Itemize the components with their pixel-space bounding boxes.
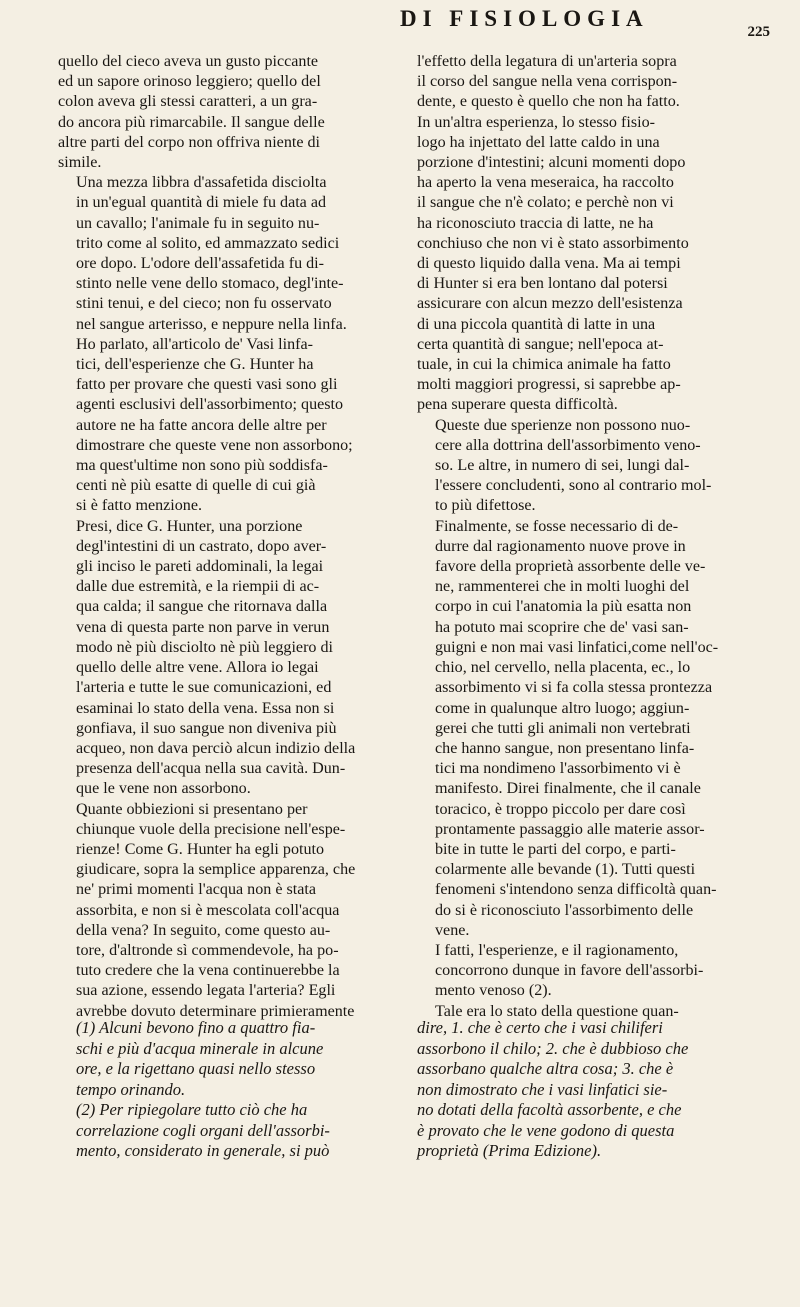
text-line: acqueo, non dava perciò alcun indizio della bbox=[76, 739, 356, 757]
running-head: DI FISIOLOGIA bbox=[400, 6, 649, 31]
text-line: simile. bbox=[58, 154, 102, 172]
text-line: cere alla dottrina dell'assorbimento veno- bbox=[435, 436, 701, 454]
text-line: sua azione, essendo legata l'arteria? Egli bbox=[76, 982, 336, 1000]
text-line: qua calda; il sangue che ritornava dalla bbox=[76, 598, 328, 616]
text-line: gli inciso le pareti addominali, la legai bbox=[76, 558, 324, 576]
text-line: ne, rammenterei che in molti luoghi del bbox=[435, 578, 690, 596]
right-column bbox=[417, 52, 779, 1022]
text-line: ha potuto mai scoprire che de' vasi san- bbox=[435, 618, 689, 636]
text-line: mento venoso (2). bbox=[435, 982, 552, 1000]
text-line: logo ha injettato del latte caldo in una bbox=[417, 133, 660, 151]
text-line: ore dopo. L'odore dell'assafetida fu di- bbox=[76, 255, 325, 273]
text-line: guigni e non mai vasi linfatici,come nell'oc- bbox=[435, 638, 719, 656]
text-line: Una mezza libbra d'assafetida disciolta bbox=[76, 174, 327, 192]
text-line: porzione d'intestini; alcuni momenti dopo bbox=[417, 154, 686, 172]
paragraph bbox=[417, 52, 779, 416]
text-line: favore della proprietà assorbente delle ve- bbox=[435, 558, 706, 576]
text-line: bite in tutte le parti del corpo, e parti- bbox=[435, 840, 676, 858]
left-column bbox=[58, 52, 398, 1022]
text-line: l'effetto della legatura di un'arteria sopra bbox=[417, 53, 677, 70]
text-line: to più difettose. bbox=[435, 497, 536, 515]
text-line: concorrono dunque in favore dell'assorbi- bbox=[435, 962, 704, 980]
text-line: tore, d'altronde sì commendevole, ha po- bbox=[76, 941, 339, 959]
text-line: dire, 1. che è certo che i vasi chiliferi bbox=[417, 1018, 663, 1037]
text-line: molti maggiori progressi, si saprebbe ap- bbox=[417, 376, 681, 394]
paragraph bbox=[58, 800, 398, 1022]
text-line: autore ne ha fatte ancora delle altre per bbox=[76, 416, 327, 434]
text-line: mento, considerato in generale, si può bbox=[76, 1141, 330, 1160]
text-line: il corso del sangue nella vena corrispon- bbox=[417, 73, 678, 91]
text-line: correlazione cogli organi dell'assorbi- bbox=[76, 1120, 330, 1140]
text-line: dalle due estremità, e la riempii di ac- bbox=[76, 578, 320, 596]
text-line: altre parti del corpo non offriva niente di bbox=[58, 133, 321, 151]
text-line: tici, dell'esperienze che G. Hunter ha bbox=[76, 356, 314, 374]
text-line: in un'egual quantità di miele fu data ad bbox=[76, 194, 327, 212]
text-line: toracico, è troppo piccolo per dare così bbox=[435, 800, 686, 818]
text-line: manifesto. Direi finalmente, che il canale bbox=[435, 780, 701, 798]
text-line: si è fatto menzione. bbox=[76, 497, 203, 515]
text-line: no dotati della facoltà assorbente, e che bbox=[417, 1100, 682, 1119]
text-line: certa quantità di sangue; nell'epoca at- bbox=[417, 335, 664, 353]
text-line: vena di questa parte non parve in verun bbox=[76, 618, 330, 636]
paragraph bbox=[58, 173, 398, 335]
text-line: ha aperto la vena meseraica, ha raccolto bbox=[417, 174, 674, 192]
text-line: In un'altra esperienza, lo stesso fisio- bbox=[417, 113, 655, 131]
text-line: è provato che le vene godono di questa bbox=[417, 1120, 675, 1140]
text-line: tempo orinando. bbox=[76, 1079, 186, 1099]
paragraph bbox=[58, 517, 398, 800]
text-line: tici ma nondimeno l'assorbimento vi è bbox=[435, 760, 681, 778]
text-line: chiunque vuole della precisione nell'espe- bbox=[76, 820, 346, 838]
text-line: rienze! Come G. Hunter ha egli potuto bbox=[76, 840, 325, 858]
text-line: Queste due sperienze non possono nuo- bbox=[435, 416, 691, 434]
paragraph bbox=[58, 1018, 398, 1100]
text-line: (2) Per ripiegolare tutto ciò che ha bbox=[76, 1100, 308, 1119]
text-line: fenomeni s'intendono senza difficoltà quan- bbox=[435, 881, 717, 899]
text-line: che hanno sangue, non presentano linfa- bbox=[435, 739, 695, 757]
text-line: come in qualunque altro luogo; aggiun- bbox=[435, 699, 690, 717]
text-line: colarmente alle bevande (1). Tutti questi bbox=[435, 861, 696, 879]
text-line: gerei che tutti gli animali non vertebrati bbox=[435, 719, 691, 737]
text-line: trito come al solito, ed ammazzato sedici bbox=[76, 234, 340, 252]
text-line: ha riconosciuto traccia di latte, ne ha bbox=[417, 214, 654, 232]
text-line: Ho parlato, all'articolo de' Vasi linfa- bbox=[76, 335, 313, 353]
text-line: do si è riconosciuto l'assorbimento delle bbox=[435, 901, 694, 919]
page-header bbox=[60, 6, 770, 46]
paragraph bbox=[58, 52, 398, 173]
text-line: un cavallo; l'animale fu in seguito nu- bbox=[76, 214, 320, 232]
text-line: di Hunter si era ben lontano dal potersi bbox=[417, 275, 668, 293]
text-line: dente, e questo è quello che non ha fatto. bbox=[417, 93, 680, 111]
text-line: esaminai lo stato della vena. Essa non si bbox=[76, 699, 335, 717]
paragraph bbox=[417, 416, 779, 517]
text-line: degl'intestini di un castrato, dopo aver- bbox=[76, 537, 327, 555]
text-line: Tale era lo stato della questione quan- bbox=[435, 1002, 679, 1020]
text-line: assorbono il chilo; 2. che è dubbioso che bbox=[417, 1038, 689, 1058]
text-line: fatto per provare che questi vasi sono gli bbox=[76, 376, 338, 394]
text-line: modo nè più disciolto nè più leggiero di bbox=[76, 638, 334, 656]
text-line: di una piccola quantità di latte in una bbox=[417, 315, 656, 333]
text-line: I fatti, l'esperienze, e il ragionamento, bbox=[435, 941, 679, 959]
text-line: di questo liquido dalla vena. Ma ai tempi bbox=[417, 255, 681, 273]
text-line: ore, e la rigettano quasi nello stesso bbox=[76, 1059, 316, 1078]
text-line: conchiuso che non vi è stato assorbimento bbox=[417, 234, 689, 252]
footnotes-right bbox=[417, 1018, 779, 1162]
text-line: chio, nel cervello, nella placenta, ec., lo bbox=[435, 659, 691, 677]
text-line: non dimostrato che i vasi linfatici sie- bbox=[417, 1079, 668, 1099]
text-line: colon aveva gli stessi caratteri, a un gra- bbox=[58, 93, 318, 111]
text-line: tuto credere che la vena continuerebbe la bbox=[76, 962, 340, 980]
text-line: durre dal ragionamento nuove prove in bbox=[435, 537, 686, 555]
text-line: corpo in cui l'anatomia la più esatta non bbox=[435, 598, 692, 616]
page-number: 225 bbox=[747, 24, 770, 40]
text-line: stinto nelle vene dello stomaco, degl'inte- bbox=[76, 275, 344, 293]
text-line: giudicare, sopra la semplice apparenza, che bbox=[76, 861, 356, 879]
footnotes-left bbox=[58, 1018, 398, 1162]
text-line: ed un sapore orinoso leggiero; quello del bbox=[58, 73, 321, 91]
text-line: (1) Alcuni bevono fino a quattro fia- bbox=[76, 1018, 316, 1037]
text-line: nel sangue arterisso, e neppure nella linfa. bbox=[76, 315, 347, 333]
text-line: assorbimento vi si fa colla stessa prontezza bbox=[435, 679, 713, 697]
text-line: dimostrare che queste vene non assorbono; bbox=[76, 436, 353, 454]
paragraph bbox=[58, 335, 398, 517]
text-line: il sangue che n'è colato; e perchè non vi bbox=[417, 194, 674, 212]
text-line: do ancora più rimarcabile. Il sangue delle bbox=[58, 113, 325, 131]
text-line: l'arteria e tutte le sue comunicazioni, ed bbox=[76, 679, 332, 697]
paragraph bbox=[417, 517, 779, 941]
text-line: vene. bbox=[435, 921, 470, 939]
text-line: assorbita, e non si è mescolata coll'acqua bbox=[76, 901, 340, 919]
text-line: presenza dell'acqua nella sua cavità. Dun- bbox=[76, 760, 346, 778]
text-line: quello del cieco aveva un gusto piccante bbox=[58, 53, 319, 70]
text-line: agenti esclusivi dell'assorbimento; questo bbox=[76, 396, 344, 414]
text-line: quello delle altre vene. Allora io legai bbox=[76, 659, 319, 677]
text-line: so. Le altre, in numero di sei, lungi dal- bbox=[435, 457, 690, 475]
text-line: Finalmente, se fosse necessario di de- bbox=[435, 517, 679, 535]
text-line: avrebbe dovuto determinare primieramente bbox=[76, 1002, 355, 1020]
paragraph bbox=[58, 1100, 398, 1162]
text-line: gonfiava, il suo sangue non diveniva più bbox=[76, 719, 337, 737]
paragraph bbox=[417, 1018, 779, 1162]
text-line: centi nè più esatte di quelle di cui già bbox=[76, 477, 316, 495]
text-line: que le vene non assorbono. bbox=[76, 780, 251, 798]
text-line: Quante obbiezioni si presentano per bbox=[76, 800, 308, 818]
text-line: l'essere concludenti, sono al contrario mol- bbox=[435, 477, 712, 495]
text-line: stini tenui, e del cieco; non fu osservato bbox=[76, 295, 332, 313]
text-line: ma quest'ultime non sono più soddisfa- bbox=[76, 457, 328, 475]
text-line: proprietà (Prima Edizione). bbox=[417, 1141, 602, 1160]
text-line: schi e più d'acqua minerale in alcune bbox=[76, 1038, 324, 1058]
text-line: tuale, in cui la chimica animale ha fatto bbox=[417, 356, 671, 374]
text-line: assicurare con alcun mezzo dell'esistenza bbox=[417, 295, 683, 313]
text-line: pena superare questa difficoltà. bbox=[417, 396, 618, 414]
paragraph bbox=[417, 941, 779, 1002]
text-line: prontamente passaggio alle materie assor- bbox=[435, 820, 705, 838]
text-line: assorbano qualche altra cosa; 3. che è bbox=[417, 1059, 674, 1078]
text-line: Presi, dice G. Hunter, una porzione bbox=[76, 517, 303, 535]
text-line: ne' primi momenti l'acqua non è stata bbox=[76, 881, 316, 899]
text-line: della vena? In seguito, come questo au- bbox=[76, 921, 331, 939]
